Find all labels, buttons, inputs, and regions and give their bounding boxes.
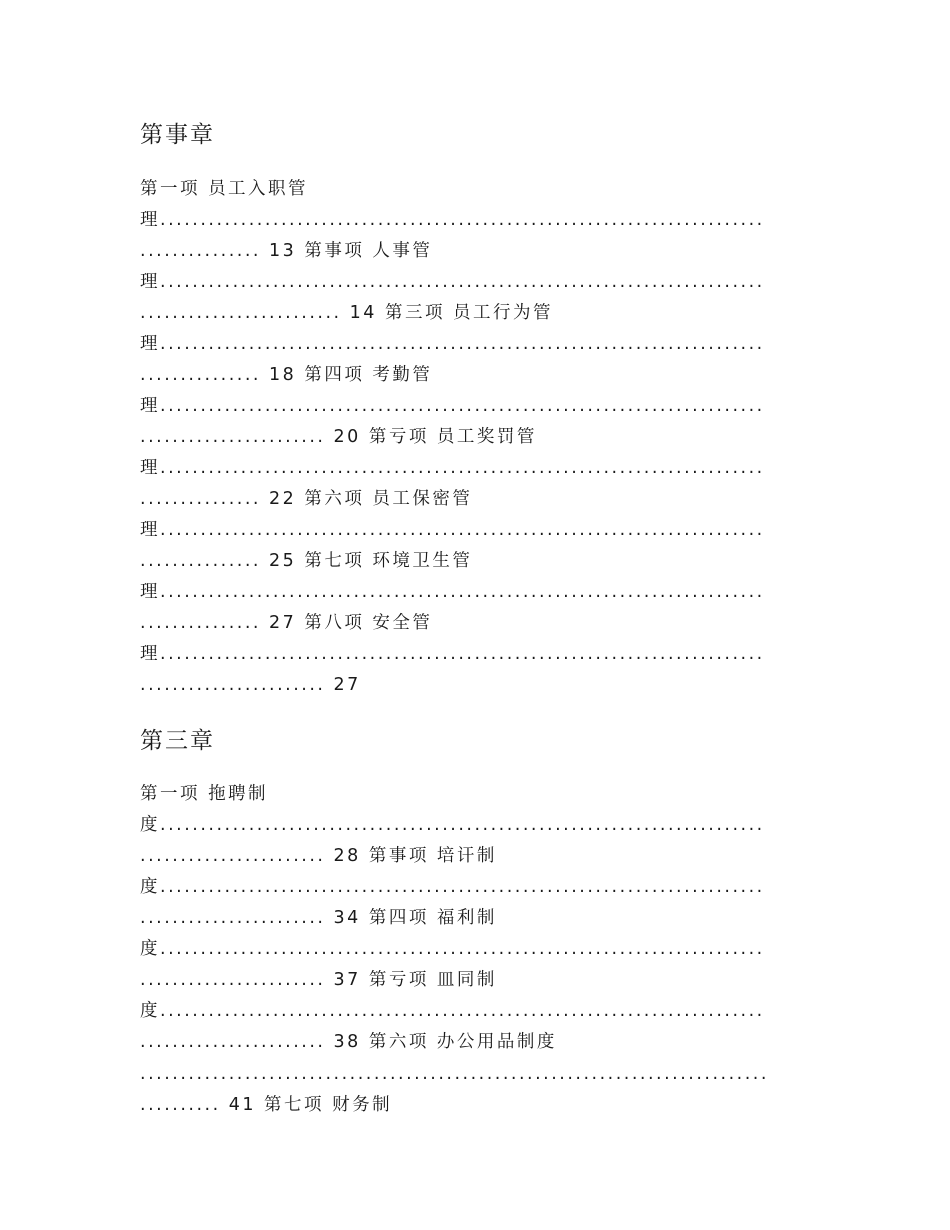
- toc-line: ..............................................................................: [140, 1064, 769, 1084]
- toc-line: ....................... 34 第四项 福利制: [140, 908, 497, 928]
- toc-line: ....................... 27: [140, 675, 361, 695]
- toc-line: ............... 25 第七项 环境卫生管: [140, 551, 473, 571]
- toc-line: ....................... 37 第亏项 皿同制: [140, 970, 497, 990]
- toc-line: 度...........................................................................: [140, 815, 765, 835]
- toc-line: 度...........................................................................: [140, 1001, 765, 1021]
- toc-line: 理...........................................................................: [140, 396, 765, 416]
- toc-line: ....................... 28 第事项 培讦制: [140, 846, 497, 866]
- toc-line: 度...........................................................................: [140, 877, 765, 897]
- chapter-2-title: 第事章: [140, 122, 215, 148]
- toc-line: 理...........................................................................: [140, 210, 765, 230]
- toc-line: ............... 22 第六项 员工保密管: [140, 489, 473, 509]
- toc-line: ............... 18 第四项 考勤管: [140, 365, 433, 385]
- toc-line: 第一项 拖聘制: [140, 784, 269, 804]
- toc-line: ............... 27 第八项 安全管: [140, 613, 433, 633]
- toc-line: ....................... 20 第亏项 员工奖罚管: [140, 427, 537, 447]
- toc-line: 理...........................................................................: [140, 334, 765, 354]
- toc-line: 度...........................................................................: [140, 939, 765, 959]
- toc-line: ......................... 14 第三项 员工行为管: [140, 303, 554, 323]
- toc-line: 理...........................................................................: [140, 582, 765, 602]
- toc-line: .......... 41 第七项 财务制: [140, 1095, 393, 1115]
- toc-line: ............... 13 第事项 人事管: [140, 241, 433, 261]
- toc-line: 理...........................................................................: [140, 520, 765, 540]
- toc-line: 第一项 员工入职管: [140, 179, 309, 199]
- toc-line: ....................... 38 第六项 办公用品制度: [140, 1032, 557, 1052]
- chapter-3-title: 第三章: [140, 728, 215, 754]
- toc-line: 理...........................................................................: [140, 644, 765, 664]
- toc-line: 理...........................................................................: [140, 272, 765, 292]
- toc-line: 理...........................................................................: [140, 458, 765, 478]
